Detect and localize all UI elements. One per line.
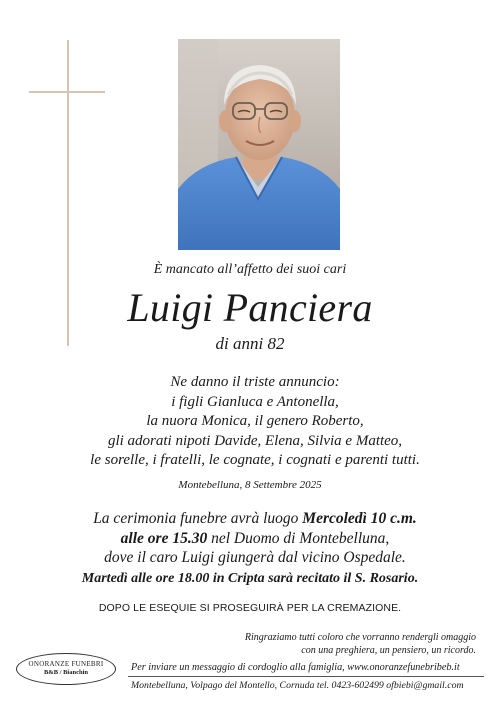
ceremony-block <box>20 509 490 568</box>
divider <box>128 676 484 677</box>
logo-line: ONORANZE FUNEBRI <box>28 660 104 668</box>
funeral-home-logo <box>16 653 116 685</box>
thanks-line: con una preghiera, un pensiero, un ricordo. <box>301 645 476 656</box>
ceremony-time: alle ore 15.30 <box>120 529 208 547</box>
ceremony-text: La cerimonia funebre avrà luogo <box>93 510 303 527</box>
logo-line: B&B / Bianchin <box>43 669 89 676</box>
ceremony-text: nel Duomo di Montebelluna, <box>207 529 390 547</box>
announcement-line: la nuora Monica, il genero Roberto, <box>146 413 364 429</box>
thanks-text <box>245 631 476 657</box>
announcement-block <box>30 373 480 471</box>
ceremony-line <box>20 509 490 529</box>
ceremony-day: Mercoledì 10 c.m. <box>302 510 417 527</box>
portrait-photo <box>178 39 340 250</box>
contact-line: Per inviare un messaggio di cordoglio alla famiglia, www.onoranzefunebribeb.it <box>131 662 460 673</box>
announcement-line: gli adorati nipoti Davide, Elena, Silvia e Matteo, <box>107 432 403 449</box>
thanks-line: Ringraziamo tutti coloro che vorranno rendergli omaggio <box>244 632 476 643</box>
address-line: Montebelluna, Volpago del Montello, Cornuda tel. 0423-602499 ofbiebi@gmail.com <box>131 680 464 691</box>
cross-icon-arm <box>29 91 105 93</box>
age-text: di anni 82 <box>215 334 285 353</box>
rosary-notice: Martedì alle ore 18.00 in Cripta sarà recitato il S. Rosario. <box>81 571 419 586</box>
deceased-name: Luigi Panciera <box>127 285 373 330</box>
announcement-line: Ne danno il triste annuncio: <box>170 374 340 390</box>
announcement-line: le sorelle, i fratelli, le cognate, i cognati e parenti tutti. <box>90 452 420 468</box>
ceremony-line: dove il caro Luigi giungerà dal vicino Ospedale. <box>104 549 406 566</box>
intro-text: È mancato all’affetto dei suoi cari <box>153 262 347 277</box>
date-place: Montebelluna, 8 Settembre 2025 <box>178 479 322 491</box>
cremation-notice: DOPO LE ESEQUIE SI PROSEGUIRÀ PER LA CREMAZIONE. <box>98 602 402 614</box>
ceremony-line <box>20 529 490 549</box>
announcement-line: i figli Gianluca e Antonella, <box>171 393 339 410</box>
